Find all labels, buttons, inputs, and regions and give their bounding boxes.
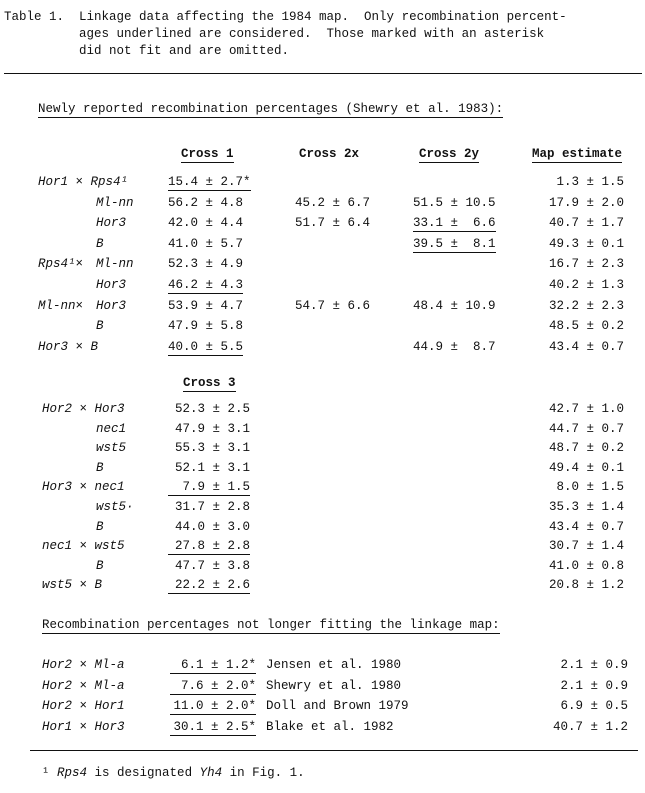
cross1-value: 40.0 ± 5.5 — [168, 339, 244, 354]
cross-partner-label: Ml-nn — [96, 195, 134, 210]
cross3-value: 52.1 ± 3.1 — [174, 460, 250, 475]
map-estimate-value: 43.4 ± 0.7 — [548, 519, 624, 534]
cross3-value: 47.9 ± 3.1 — [174, 421, 250, 436]
map-estimate-value: 32.2 ± 2.3 — [548, 298, 624, 313]
cross-partner-label: B — [96, 319, 104, 334]
cross2y-value: 44.9 ± 8.7 — [413, 339, 496, 354]
col-header-cross2y: Cross 2y — [419, 147, 480, 161]
cross-pair-label: Hor3 × nec1 — [42, 480, 125, 495]
map-estimate-value: 49.3 ± 0.1 — [548, 236, 624, 251]
cross-partner-label: Hor3 — [96, 298, 127, 313]
cross3-value: 47.7 ± 3.8 — [174, 558, 250, 573]
map-estimate-value: 20.8 ± 1.2 — [548, 578, 624, 593]
cross-pair-label: Hor2 × Hor3 — [42, 402, 125, 416]
cross-pair-label: Rps4¹× — [38, 257, 84, 272]
cross-partner-label: wst5· — [96, 500, 134, 514]
cross-pair-label: Hor1 × Rps4¹ — [38, 175, 129, 189]
cross-partner-label: B — [96, 558, 104, 573]
map-estimate-value: 40.2 ± 1.3 — [548, 278, 624, 292]
cross-pair-label: Hor2 × Ml-a — [42, 658, 125, 672]
footnote-gene-alt: Yh4 — [199, 766, 223, 780]
col-header-map-estimate: Map estimate — [532, 147, 623, 161]
map-estimate-value: 40.7 ± 1.7 — [548, 216, 624, 231]
cross-pair-label: nec1 × wst5 — [42, 539, 125, 554]
cross1-value: 53.9 ± 4.7 — [168, 298, 244, 313]
map-estimate-value: 43.4 ± 0.7 — [548, 339, 624, 354]
map-estimate-value: 41.0 ± 0.8 — [548, 558, 624, 573]
cross-pair-label: Hor2 × Ml-a — [42, 678, 125, 693]
cross3-value: 22.2 ± 2.6 — [168, 578, 250, 594]
map-estimate-value: 48.5 ± 0.2 — [548, 319, 624, 334]
cross3-value: 55.3 ± 3.1 — [174, 441, 250, 456]
cross2y-value: 48.4 ± 10.9 — [413, 298, 496, 313]
map-estimate-value: 49.4 ± 0.1 — [548, 460, 624, 475]
cross3-value: 7.9 ± 1.5 — [168, 480, 250, 496]
cross-partner-label: B — [96, 460, 104, 475]
recomb-value: 6.1 ± 1.2* — [170, 658, 256, 674]
cross-partner-label: nec1 — [96, 421, 127, 436]
map-estimate-value: 17.9 ± 2.0 — [548, 195, 624, 210]
footnote-text: is designated — [87, 766, 200, 780]
reference: Blake et al. 1982 — [266, 719, 394, 734]
cross1-value: 52.3 ± 4.9 — [168, 257, 244, 272]
recomb-value: 30.1 ± 2.5* — [170, 720, 256, 736]
col-header-cross3: Cross 3 — [183, 376, 236, 390]
section-heading-not-fitting: Recombination percentages not longer fitting the linkage map: — [42, 618, 500, 632]
reference: Doll and Brown 1979 — [266, 699, 409, 714]
cross2x-value: 45.2 ± 6.7 — [295, 195, 371, 210]
recomb-value: 7.6 ± 2.0* — [170, 679, 256, 695]
col-header-cross2x: Cross 2x — [299, 147, 360, 161]
cross3-value: 52.3 ± 2.5 — [174, 402, 250, 416]
map-estimate-value: 40.7 ± 1.2 — [552, 719, 628, 734]
cross2x-value: 54.7 ± 6.6 — [295, 298, 371, 313]
reference: Jensen et al. 1980 — [266, 658, 402, 672]
footnote-mark: ¹ — [42, 766, 50, 780]
col-header-cross1: Cross 1 — [181, 147, 234, 161]
cross-pair-label: Hor3 × B — [38, 339, 99, 354]
recomb-value: 11.0 ± 2.0* — [170, 699, 256, 715]
table-caption-line1: Table 1. Linkage data affecting the 1984 map. Only recombination percent- — [4, 10, 567, 24]
table-caption-line3: did not fit and are omitted. — [4, 44, 290, 58]
cross2y-value: 39.5 ± 8.1 — [413, 236, 496, 251]
map-estimate-value: 44.7 ± 0.7 — [548, 421, 624, 436]
map-estimate-value: 1.3 ± 1.5 — [556, 175, 624, 189]
map-estimate-value: 48.7 ± 0.2 — [548, 441, 624, 456]
cross1-value: 42.0 ± 4.4 — [168, 216, 244, 231]
map-estimate-value: 30.7 ± 1.4 — [548, 539, 624, 554]
table-caption-line2: ages underlined are considered. Those marked with an asterisk — [4, 27, 545, 41]
map-estimate-value: 2.1 ± 0.9 — [560, 658, 628, 672]
map-estimate-value: 8.0 ± 1.5 — [556, 480, 624, 495]
cross-partner-label: Hor3 — [96, 216, 127, 231]
map-estimate-value: 2.1 ± 0.9 — [560, 678, 628, 693]
cross-partner-label: Ml-nn — [96, 257, 134, 272]
footnote-gene: Rps4 — [57, 766, 88, 780]
cross1-value: 56.2 ± 4.8 — [168, 195, 244, 210]
cross-partner-label: wst5 — [96, 441, 127, 456]
cross-pair-label: wst5 × B — [42, 578, 103, 593]
cross1-value: 46.2 ± 4.3 — [168, 278, 244, 292]
cross1-value: 47.9 ± 5.8 — [168, 319, 244, 334]
top-rule — [4, 73, 642, 74]
cross-pair-label: Hor1 × Hor3 — [42, 719, 125, 734]
map-estimate-value: 35.3 ± 1.4 — [548, 500, 624, 514]
cross1-value: 15.4 ± 2.7* — [168, 175, 251, 189]
cross2y-value: 33.1 ± 6.6 — [413, 216, 496, 231]
cross-partner-label: B — [96, 519, 104, 534]
bottom-rule — [30, 750, 638, 751]
cross3-value: 31.7 ± 2.8 — [174, 500, 250, 514]
cross2x-value: 51.7 ± 6.4 — [295, 216, 371, 231]
section-heading-new: Newly reported recombination percentages (Shewry et al. 1983): — [38, 102, 504, 116]
footnote — [42, 766, 305, 780]
reference: Shewry et al. 1980 — [266, 678, 402, 693]
cross-partner-label: Hor3 — [96, 278, 127, 292]
footnote-text-end: in Fig. 1. — [222, 766, 305, 780]
cross1-value: 41.0 ± 5.7 — [168, 236, 244, 251]
map-estimate-value: 6.9 ± 0.5 — [560, 699, 628, 714]
cross3-value: 27.8 ± 2.8 — [168, 539, 250, 555]
cross-pair-label: Hor2 × Hor1 — [42, 699, 125, 714]
cross2y-value: 51.5 ± 10.5 — [413, 195, 496, 210]
cross-pair-label: Ml-nn× — [38, 298, 84, 313]
map-estimate-value: 16.7 ± 2.3 — [548, 257, 624, 272]
cross3-value: 44.0 ± 3.0 — [174, 519, 250, 534]
map-estimate-value: 42.7 ± 1.0 — [548, 402, 624, 416]
cross-partner-label: B — [96, 236, 104, 251]
